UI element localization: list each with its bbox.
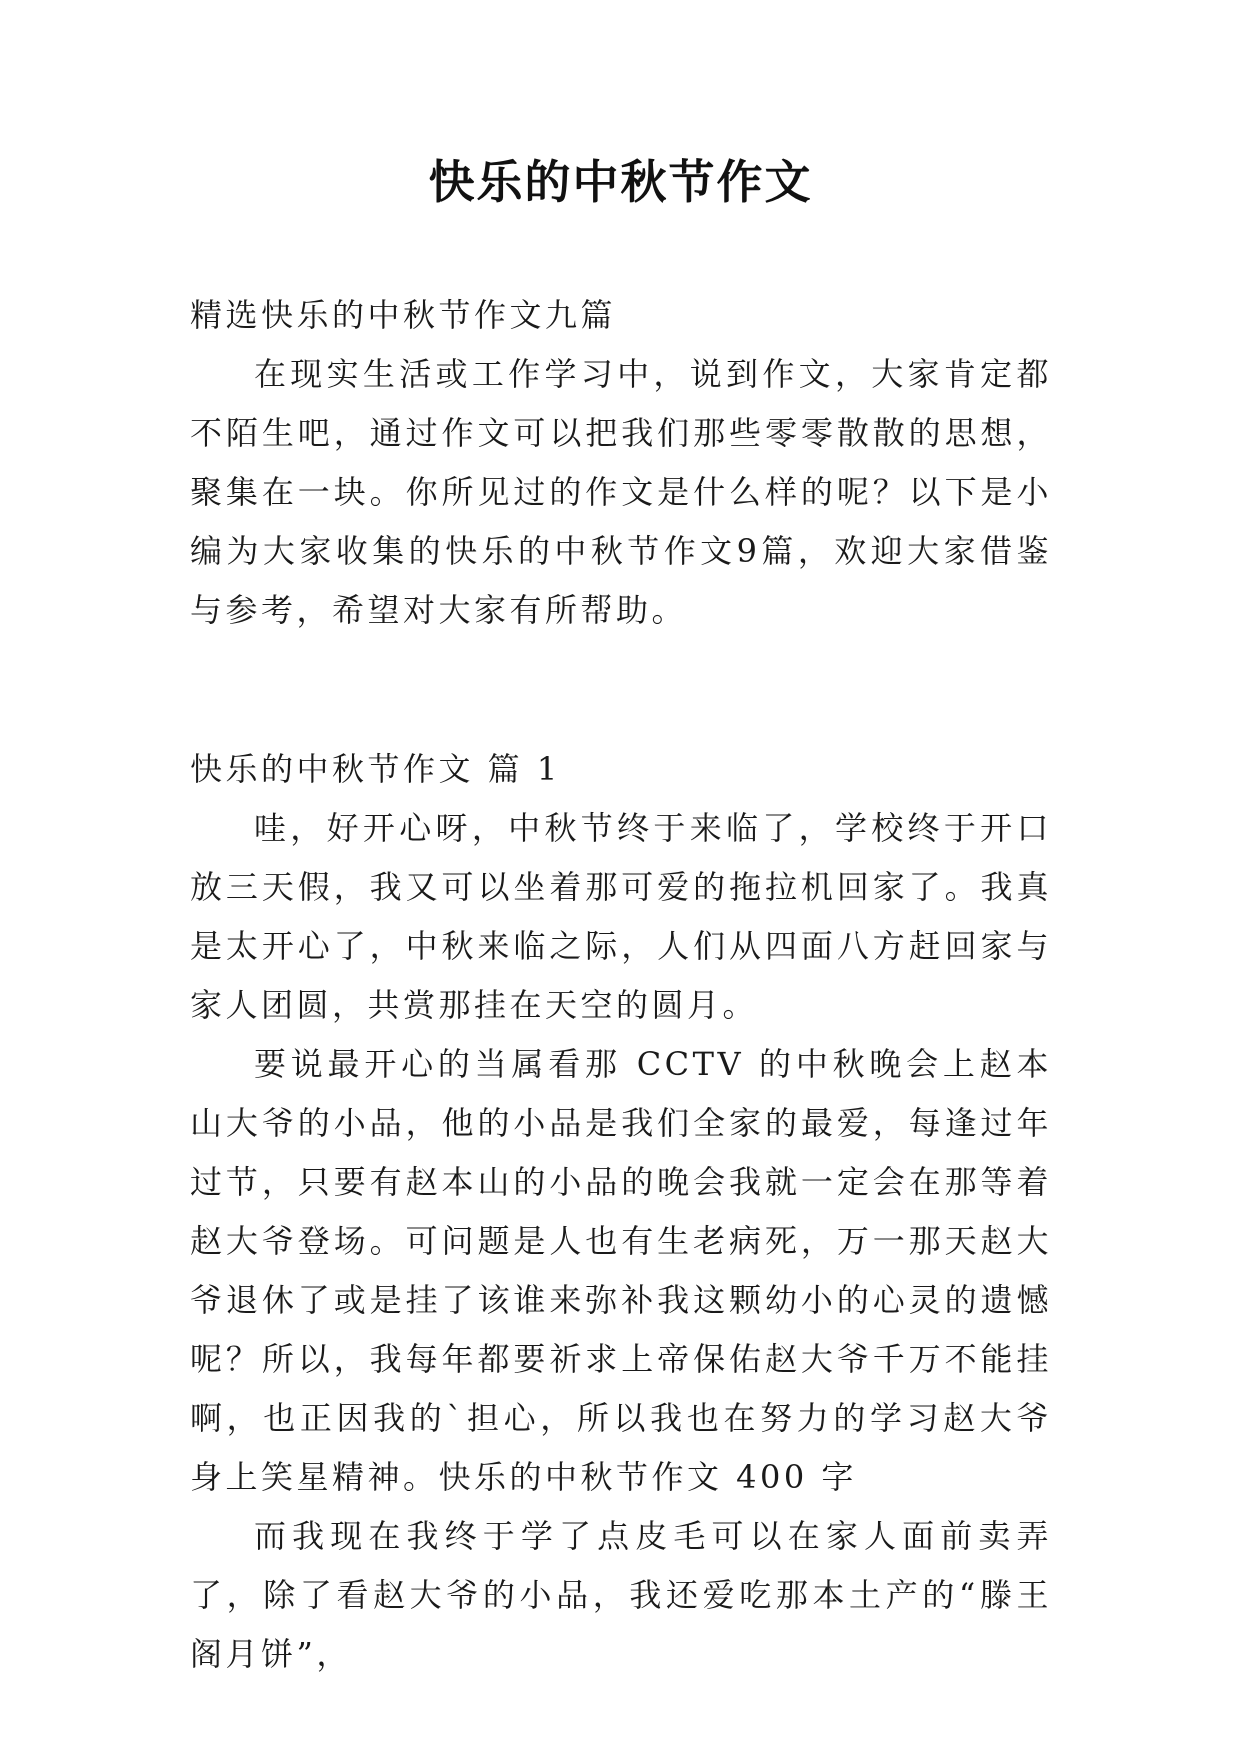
document-body: [190, 286, 1052, 1684]
body-paragraph-2: 要说最开心的当属看那 CCTV 的中秋晚会上赵本山大爷的小品，他的小品是我们全家的最爱，每逢过年过节，只要有赵本山的小品的晚会我就一定会在那等着赵大爷登场。可问题是人也有生老病死，万一那天赵大爷退休了或是挂了该谁来弥补我这颗幼小的心灵的遗憾呢？所以，我每年都要祈求上帝保佑赵大爷千万不能挂啊，也正因我的`担心，所以我也在努力的学习赵大爷身上笑星精神。快乐的中秋节作文 400 字: [190, 1045, 1052, 1496]
body-paragraph-3: 而我现在我终于学了点皮毛可以在家人面前卖弄了，除了看赵大爷的小品，我还爱吃那本土产的“滕王阁月饼”，: [190, 1517, 1052, 1673]
section-heading: 快乐的中秋节作文 篇 1: [190, 750, 561, 788]
document-subtitle: 精选快乐的中秋节作文九篇: [190, 296, 617, 334]
intro-paragraph: 在现实生活或工作学习中，说到作文，大家肯定都不陌生吧，通过作文可以把我们那些零零散散的思想，聚集在一块。你所见过的作文是什么样的呢？以下是小编为大家收集的快乐的中秋节作文9篇，欢迎大家借鉴与参考，希望对大家有所帮助。: [190, 355, 1052, 629]
body-paragraph-1: 哇，好开心呀，中秋节终于来临了，学校终于开口放三天假，我又可以坐着那可爱的拖拉机回家了。我真是太开心了，中秋来临之际，人们从四面八方赶回家与家人团圆，共赏那挂在天空的圆月。: [190, 809, 1052, 1024]
document-title: 快乐的中秋节作文: [428, 155, 813, 209]
section-spacer: [190, 640, 1052, 740]
